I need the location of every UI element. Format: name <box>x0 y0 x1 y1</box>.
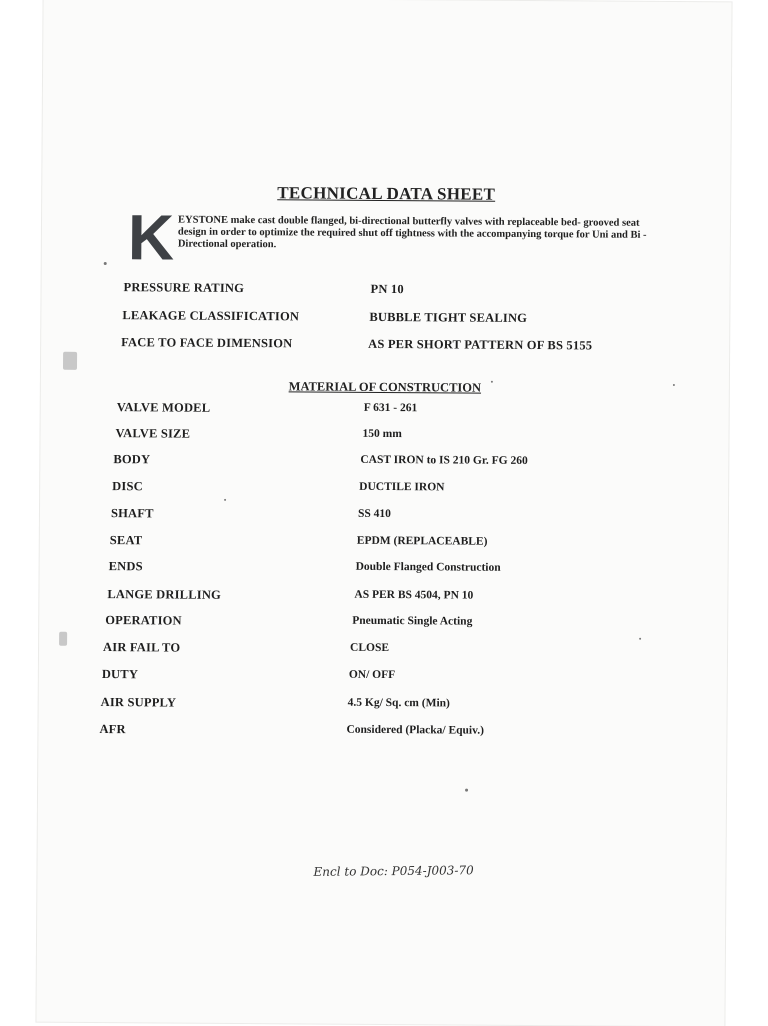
scan-speck <box>639 638 641 640</box>
scan-speck <box>673 384 675 386</box>
scan-margin-mark <box>63 352 77 370</box>
material-label: VALVE SIZE <box>115 426 191 441</box>
scan-margin-mark <box>59 632 67 646</box>
material-label: ENDS <box>108 559 143 574</box>
spec-label: LEAKAGE CLASSIFICATION <box>122 308 300 324</box>
material-value: CLOSE <box>350 641 390 655</box>
material-value: F 631 - 261 <box>363 401 418 415</box>
material-value: CAST IRON to IS 210 Gr. FG 260 <box>360 453 528 468</box>
document-page <box>36 0 731 1026</box>
dropcap-letter: K <box>127 201 175 274</box>
material-value: Pneumatic Single Acting <box>352 614 473 628</box>
spec-value: AS PER SHORT PATTERN OF BS 5155 <box>368 336 593 353</box>
material-value: Considered (Placka/ Equiv.) <box>346 723 485 737</box>
material-value: AS PER BS 4504, PN 10 <box>354 588 474 602</box>
material-value: 4.5 Kg/ Sq. cm (Min) <box>347 696 450 710</box>
spec-value: BUBBLE TIGHT SEALING <box>369 309 528 325</box>
material-label: OPERATION <box>105 613 182 628</box>
document-title: TECHNICAL DATA SHEET <box>277 183 496 204</box>
material-label: AFR <box>99 722 126 737</box>
spec-label: PRESSURE RATING <box>123 280 245 296</box>
material-label: VALVE MODEL <box>116 400 211 415</box>
spec-label: FACE TO FACE DIMENSION <box>121 335 293 351</box>
material-label: LANGE DRILLING <box>107 587 222 602</box>
section-title-material: MATERIAL OF CONSTRUCTION <box>288 379 482 395</box>
material-value: 150 mm <box>362 427 402 441</box>
material-value: ON/ OFF <box>348 668 396 682</box>
material-label: AIR SUPPLY <box>100 695 177 710</box>
material-label: SEAT <box>109 533 143 548</box>
intro-paragraph: EYSTONE make cast double flanged, bi-directional butterfly valves with replaceable bed- grooved seat design in order to optimize the required shut off tightness with the accompanying torque for Uni and Bi - Directional operation. <box>177 214 647 251</box>
scan-speck <box>104 262 107 265</box>
scan-speck <box>465 789 468 792</box>
material-label: AIR FAIL TO <box>103 640 181 655</box>
material-value: EPDM (REPLACEABLE) <box>356 534 488 548</box>
scan-speck <box>224 499 226 501</box>
spec-value: PN 10 <box>370 281 404 297</box>
scan-speck <box>491 381 493 383</box>
material-label: DISC <box>112 479 143 494</box>
material-value: SS 410 <box>357 507 391 521</box>
material-value: Double Flanged Construction <box>355 560 501 574</box>
material-value: DUCTILE IRON <box>359 480 445 494</box>
material-label: BODY <box>113 452 151 467</box>
handwritten-reference-note: Encl to Doc: P054-J003-70 <box>313 863 474 879</box>
material-label: SHAFT <box>110 506 154 521</box>
material-label: DUTY <box>101 667 139 682</box>
